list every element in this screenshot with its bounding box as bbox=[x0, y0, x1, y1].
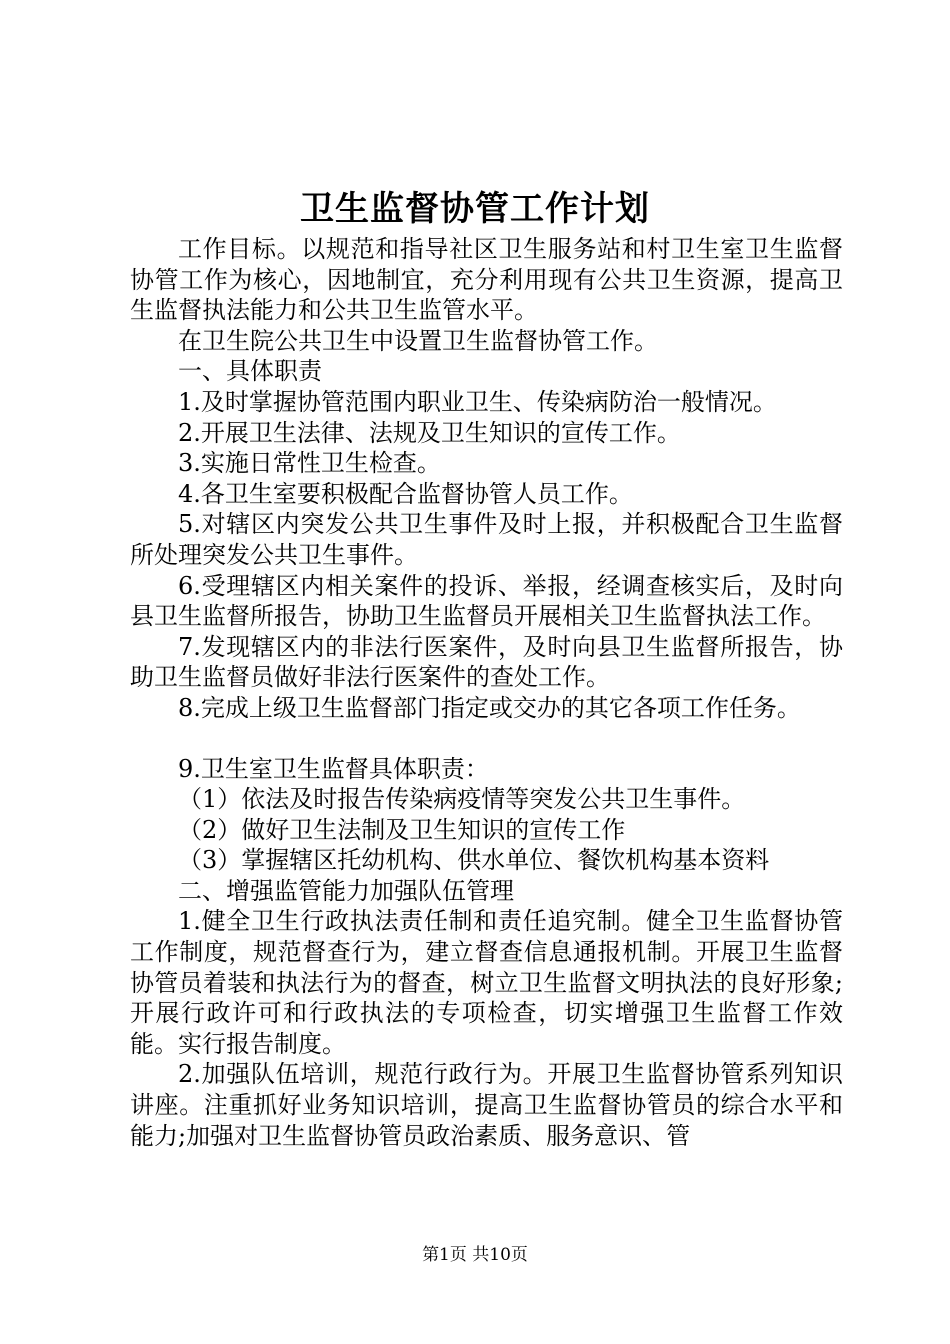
list-item: 7.发现辖区内的非法行医案件，及时向县卫生监督所报告，协助卫生监督员做好非法行医案件的查处工作。 bbox=[130, 632, 843, 692]
list-item: 1.及时掌握协管范围内职业卫生、传染病防治一般情况。 bbox=[178, 387, 777, 416]
page-footer: 第1页 共10页 bbox=[422, 1245, 528, 1265]
sub-list-item: （2）做好卫生法制及卫生知识的宣传工作 bbox=[178, 815, 626, 844]
paragraph-setup: 在卫生院公共卫生中设置卫生监督协管工作。 bbox=[178, 326, 658, 355]
document-body bbox=[130, 234, 843, 1151]
sub-list-item: （1）依法及时报告传染病疫情等突发公共卫生事件。 bbox=[178, 785, 746, 814]
list-item: 9.卫生室卫生监督具体职责： bbox=[178, 754, 489, 783]
list-item: 2.加强队伍培训，规范行政行为。开展卫生监督协管系列知识讲座。注重抓好业务知识培训，提高卫生监督协管员的综合水平和能力;加强对卫生监督协管员政治素质、服务意识、管 bbox=[130, 1060, 843, 1150]
sub-list-item: （3）掌握辖区托幼机构、供水单位、餐饮机构基本资料 bbox=[178, 846, 770, 875]
list-item: 8.完成上级卫生监督部门指定或交办的其它各项工作任务。 bbox=[178, 693, 801, 722]
blank-line bbox=[130, 724, 843, 754]
list-item: 5.对辖区内突发公共卫生事件及时上报，并积极配合卫生监督所处理突发公共卫生事件。 bbox=[130, 510, 843, 569]
section-heading-2: 二、增强监管能力加强队伍管理 bbox=[178, 876, 514, 905]
list-item: 1.健全卫生行政执法责任制和责任追究制。健全卫生监督协管工作制度，规范督查行为，建立督查信息通报机制。开展卫生监督协管员着装和执法行为的督查，树立卫生监督文明执法的良好形象;开展行政许可和行政执法的专项检查，切实增强卫生监督工作效能。实行报告制度。 bbox=[130, 907, 843, 1058]
list-item: 2.开展卫生法律、法规及卫生知识的宣传工作。 bbox=[178, 418, 681, 447]
document-title: 卫生监督协管工作计划 bbox=[300, 189, 650, 229]
list-item: 4.各卫生室要积极配合监督协管人员工作。 bbox=[178, 479, 633, 508]
list-item: 3.实施日常性卫生检查。 bbox=[178, 449, 441, 478]
list-item: 6.受理辖区内相关案件的投诉、举报，经调查核实后，及时向县卫生监督所报告，协助卫生监督员开展相关卫生监督执法工作。 bbox=[130, 571, 843, 631]
paragraph-goal: 工作目标。以规范和指导社区卫生服务站和村卫生室卫生监督协管工作为核心，因地制宜，充分利用现有公共卫生资源，提高卫生监督执法能力和公共卫生监管水平。 bbox=[130, 235, 843, 325]
section-heading-1: 一、具体职责 bbox=[178, 357, 322, 386]
